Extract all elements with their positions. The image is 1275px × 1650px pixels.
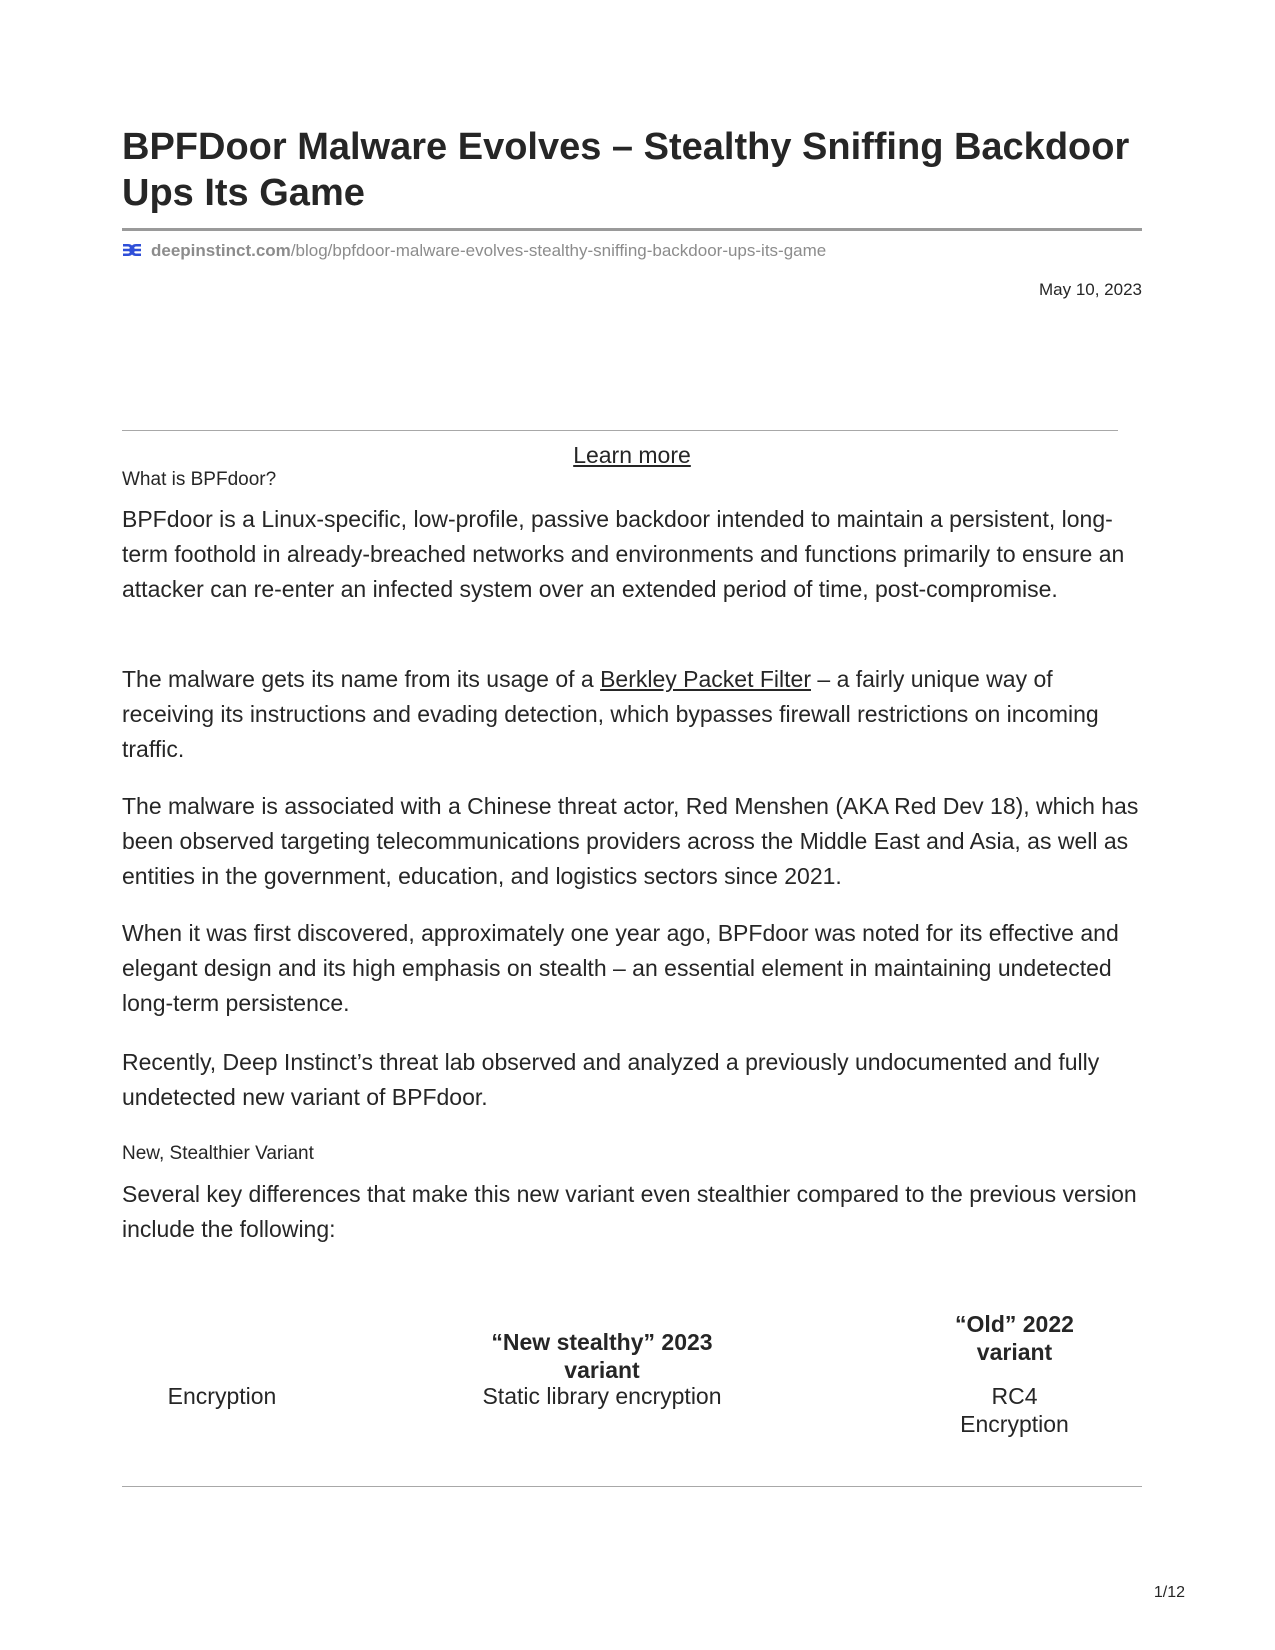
paragraph-new-variant: Recently, Deep Instinct’s threat lab observed and analyzed a previously undocumented and fully undetected new variant of BPFdoor. bbox=[122, 1049, 1100, 1110]
table-header-old-variant: “Old” 2022 variant bbox=[955, 1311, 1074, 1365]
article-title: BPFDoor Malware Evolves – Stealthy Sniffing Backdoor Ups Its Game bbox=[122, 126, 1130, 214]
source-domain: deepinstinct.com bbox=[151, 241, 291, 260]
table-cell-feature: Encryption bbox=[167, 1383, 277, 1409]
paragraph-name-origin-text-before: The malware gets its name from its usage of a bbox=[122, 666, 601, 692]
table-cell-new-variant: Static library encryption bbox=[482, 1383, 722, 1409]
paragraph-discovery: When it was first discovered, approximately one year ago, BPFdoor was noted for its effective and elegant design and its high emphasis on stealth – an essential element in maintaining undetected long-term persistence. bbox=[122, 920, 1119, 1016]
section-divider bbox=[122, 430, 1118, 431]
paragraph-differences: Several key differences that make this new variant even stealthier compared to the previous version include the following: bbox=[122, 1181, 1137, 1242]
page-number: 1/12 bbox=[1153, 1584, 1185, 1601]
table-header-new-variant: “New stealthy” 2023 variant bbox=[491, 1329, 713, 1383]
source-link[interactable] bbox=[122, 241, 826, 261]
learn-more-link[interactable]: Learn more bbox=[573, 442, 691, 468]
table-bottom-divider bbox=[122, 1486, 1142, 1487]
title-divider bbox=[122, 228, 1142, 231]
paragraph-name-origin-text-after: – a fairly unique way of receiving its instructions and evading detection, which bypasses firewall restrictions on incoming traffic. bbox=[122, 666, 1099, 762]
table-cell-old-variant: RC4 Encryption bbox=[960, 1383, 1069, 1437]
paragraph-intro: BPFdoor is a Linux-specific, low-profile, passive backdoor intended to maintain a persistent, long-term foothold in already-breached networks and environments and functions primarily to ensure an attacker can re-enter an infected system over an extended period of time, post-compromise. bbox=[122, 506, 1125, 602]
paragraph-threat-actor: The malware is associated with a Chinese threat actor, Red Menshen (AKA Red Dev 18), which has been observed targeting telecommunications providers across the Middle East and Asia, as well as entities in the government, education, and logistics sectors since 2021. bbox=[122, 793, 1139, 889]
source-path: /blog/bpfdoor-malware-evolves-stealthy-sniffing-backdoor-ups-its-game bbox=[290, 241, 827, 260]
berkley-packet-filter-link[interactable]: Berkley Packet Filter bbox=[600, 666, 811, 692]
publish-date: May 10, 2023 bbox=[1038, 280, 1142, 299]
new-variant-heading: New, Stealthier Variant bbox=[122, 1143, 314, 1164]
deep-instinct-logo-icon bbox=[122, 243, 142, 257]
what-is-bpfdoor-heading: What is BPFdoor? bbox=[122, 469, 277, 490]
paragraph-name-origin bbox=[122, 662, 1142, 767]
